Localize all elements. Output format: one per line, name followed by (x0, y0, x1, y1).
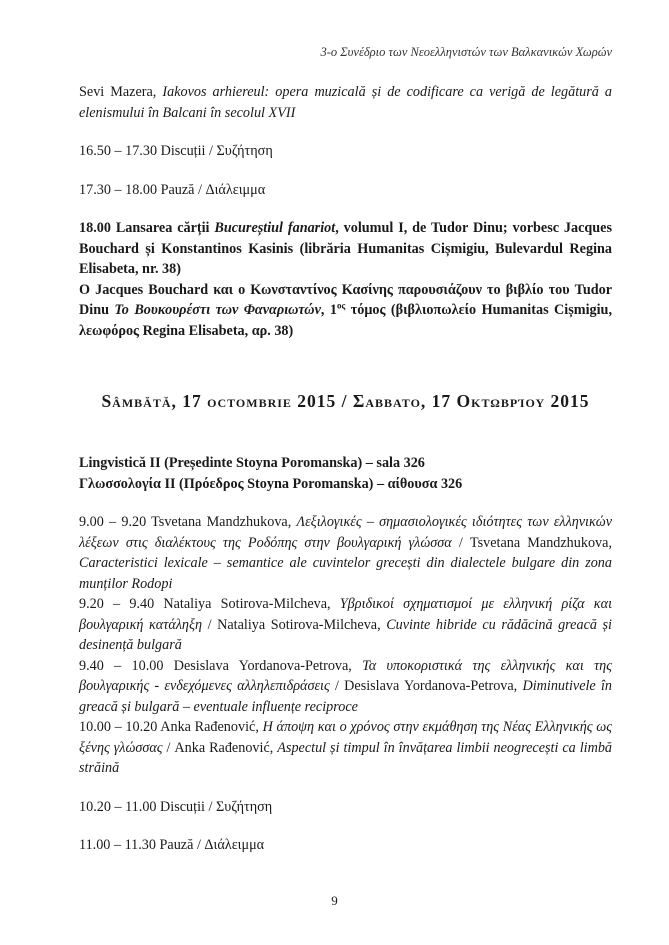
talk-title-ro: Caracteristici lexicale – semantice ale cuvintelor grecești din dialectele bulgare din zona munților Rodopi (79, 555, 612, 592)
discussion-slot-1: 16.50 – 17.30 Discuții / Συζήτηση (79, 143, 273, 159)
talk-title: Iakovos arhiereul: opera muzicală și de codificare ca verigă de legătură a elenismului în Balcani în secolul XVII (79, 84, 612, 121)
launch-gr-text: Ο Jacques Bouchard και ο Κωνσταντίνος Κασίνης παρουσιάζουν το βιβλίο του Tudor Dinu (79, 281, 612, 318)
talk-title-gr: Υβριδικοί σχηματισμοί με ελληνική ρίζα και βουλγαρική κατάληξη (79, 596, 613, 633)
talk-author-ro: / Nataliya Sotirova-Milcheva, (202, 616, 387, 633)
session-title-ro: Lingvistică II (Președinte Stoyna Poromanska) – sala 326 (79, 455, 425, 471)
talk-time-author: 9.20 – 9.40 Nataliya Sotirova-Milcheva, (79, 596, 340, 612)
launch-ro-book-title: Bucureștiul fanariot (214, 220, 336, 236)
session-title-gr: Γλωσσολογία II (Πρόεδρος Stoyna Poromanska) – αίθουσα 326 (79, 475, 463, 492)
talk-entry (79, 717, 612, 779)
talk-entry-mazera (79, 82, 612, 123)
running-header: 3-ο Συνέδριο των Νεοελληνιστών των Βαλκανικών Χωρών (320, 45, 612, 59)
pause-slot-2: 11.00 – 11.30 Pauză / Διάλειμμα (79, 837, 265, 853)
talk-title-ro: Cuvinte hibride cu rădăcină greacă și desinență bulgară (79, 616, 612, 653)
talk-author-ro: / Tsvetana Mandzhukova, (451, 534, 612, 551)
book-launch-ro (79, 218, 612, 280)
page-number: 9 (331, 893, 338, 908)
launch-ro-text: 18.00 Lansarea cărții (79, 220, 215, 236)
pause-slot-1: 17.30 – 18.00 Pauză / Διάλειμμα (79, 181, 266, 198)
talk-time-author: 9.00 – 9.20 Tsvetana Mandzhukova, (79, 514, 297, 530)
talk-time-author: 10.00 – 10.20 Anka Rađenović, (79, 719, 263, 735)
book-launch-gr (79, 280, 612, 342)
talk-title-gr: Η άποψη και ο χρόνος στην εκμάθηση της Νέας Ελληνικής ως ξένης γλώσσας (79, 719, 612, 756)
talk-time-author: 9.40 – 10.00 Desislava Yordanova-Petrova, (79, 657, 363, 674)
launch-gr-volume: , 1 (320, 302, 337, 318)
launch-gr-details: τόμος (βιβλιοπωλείο Humanitas Cișmigiu, λεωφόρος Regina Elisabeta, αρ. 38) (79, 302, 612, 339)
talk-title-ro: Aspectul și timpul în învățarea limbii neogrecești ca limbă străină (79, 739, 613, 776)
launch-gr-book-title: Το Βουκουρέστι των Φαναριωτών (114, 302, 321, 318)
launch-ro-details: , volumul I, de Tudor Dinu; vorbesc Jacques Bouchard și Konstantinos Kasinis (librăria Humanitas Cișmigiu, Bulevardul Regina Elisabeta, nr. 38) (79, 220, 612, 277)
talk-title-gr: Τα υποκοριστικά της ελληνικής και της βουλγαρικής - ενδεχόμενες αλληλεπιδράσεις (79, 657, 612, 694)
talk-entry (79, 656, 612, 718)
talk-author: Sevi Mazera, (79, 84, 163, 100)
talk-title-ro: Diminutivele în greacă și bulgară – eventuale influențe reciproce (79, 678, 612, 715)
talk-author-ro: / Desislava Yordanova-Petrova, (329, 678, 523, 694)
talk-author-ro: / Anka Rađenović, (162, 739, 278, 756)
discussion-slot-2: 10.20 – 11.00 Discuții / Συζήτηση (79, 798, 273, 815)
talk-entry (79, 594, 612, 656)
talk-entry (79, 512, 612, 594)
day-heading: Sâmbătă, 17 octombrie 2015 / Σabbato, 17 Οκτωβρίου 2015 (101, 391, 590, 411)
page-content (79, 82, 612, 856)
talk-title-gr: Λεξιλογικές – σημασιολογικές ιδιότητες των ελληνικών λέξεων στις διαλέκτους της Ροδόπης στην βουλγαρική γλώσσα (79, 514, 613, 551)
launch-gr-ordinal: ος (336, 300, 346, 311)
